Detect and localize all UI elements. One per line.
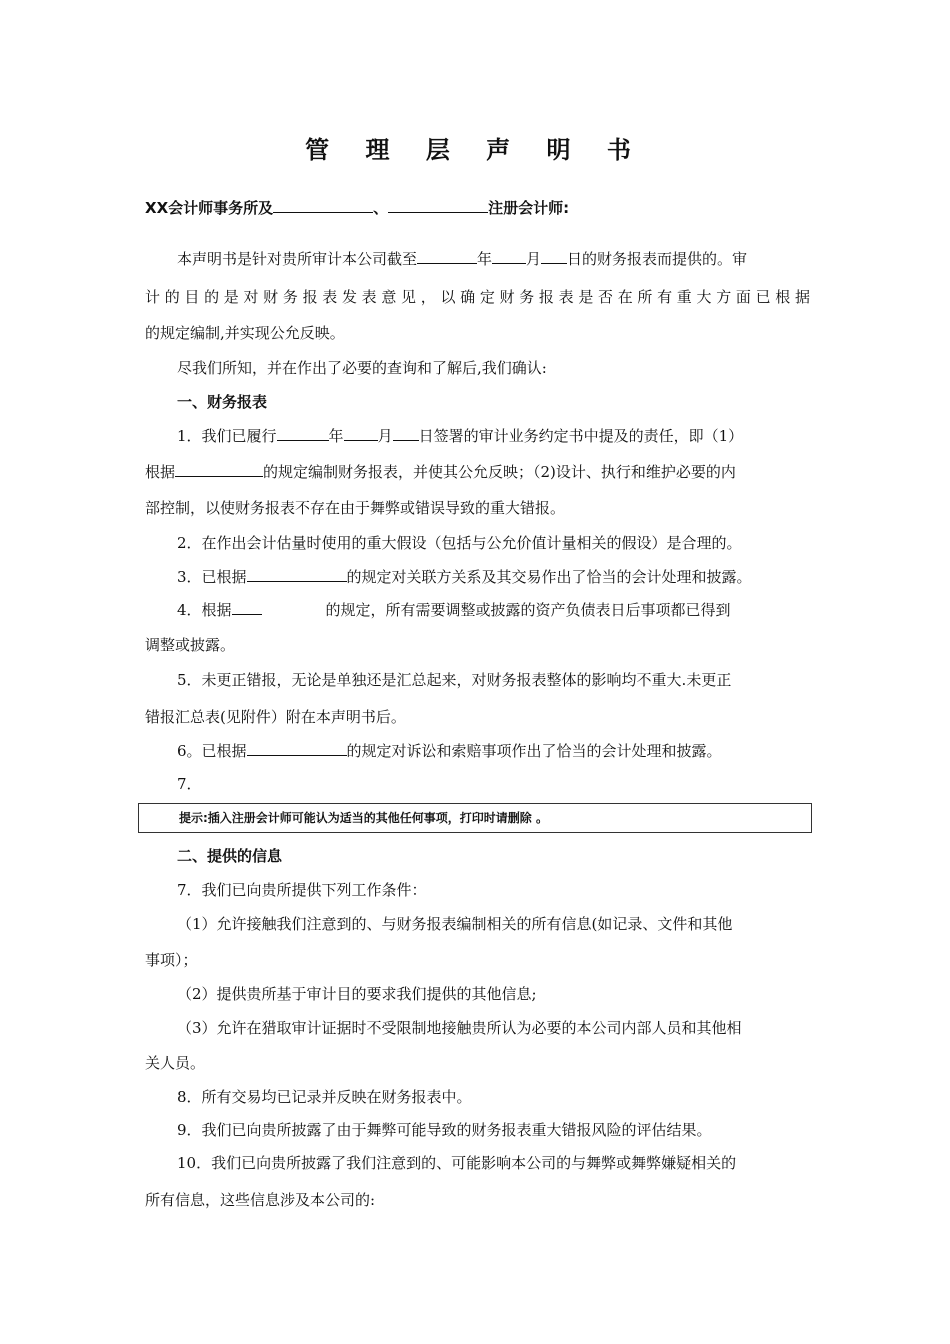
item-1-text: 1．我们已履行: [177, 427, 277, 445]
sub-item-2: （2）提供贵所基于审计目的要求我们提供的其他信息;: [177, 985, 537, 1003]
section-heading-information-provided: 二、提供的信息: [177, 847, 283, 865]
document-title: 管 理 层 声 明 书: [305, 136, 645, 164]
item-3: [145, 566, 842, 588]
blank-month: [492, 248, 526, 264]
section-heading-financial-statements: 一、财务报表: [177, 393, 268, 411]
intro-line-2: 计的目的是对财务报表发表意见，以确定财务报表是否在所有重大方面已根据: [145, 288, 810, 306]
blank-year: [277, 425, 329, 441]
item-9: 9．我们已向贵所披露了由于舞弊可能导致的财务报表重大错报风险的评估结果。: [177, 1121, 712, 1139]
item-1-line-2-text: 的规定编制财务报表，并使其公允反映；（2)设计、执行和维护必要的内: [263, 463, 736, 481]
item-3-text: 3．已根据: [177, 568, 247, 586]
intro-line-3: 的规定编制,并实现公允反映。: [145, 324, 345, 342]
addressee-cpa: 注册会计师:: [488, 199, 570, 217]
item-1-year-label: 年: [328, 427, 344, 445]
item-8: 8．所有交易均已记录并反映在财务报表中。: [177, 1088, 472, 1106]
intro-line-4: 尽我们所知，并在作出了必要的查询和了解后,我们确认:: [177, 359, 547, 377]
item-5-line-1: 5．未更正错报，无论是单独还是汇总起来，对财务报表整体的影响均不重大.未更正: [177, 671, 732, 689]
intro-month-label: 月: [526, 250, 542, 268]
blank-framework: [247, 566, 347, 582]
sub-item-1-line-2: 事项）；: [145, 951, 198, 969]
hint-box: 提示:插入注册会计师可能认为适当的其他任何事项，打印时请删除 。: [138, 803, 812, 833]
intro-text: 本声明书是针对贵所审计本公司截至: [177, 250, 418, 268]
item-2: 2．在作出会计估量时使用的重大假设（包括与公允价值计量相关的假设）是合理的。: [177, 534, 742, 552]
intro-text-end: 日的财务报表而提供的。审: [567, 250, 748, 268]
item-1-line-3: 部控制，以使财务报表不存在由于舞弊或错误导致的重大错报。: [145, 499, 566, 517]
addressee-line: [145, 197, 810, 219]
sub-item-3-line-1: （3）允许在猎取审计证据时不受限制地接触贵所认为必要的本公司内部人员和其他相: [177, 1019, 742, 1037]
item-6: [145, 740, 842, 762]
blank-framework: [247, 740, 347, 756]
item-10-line-1: 10．我们已向贵所披露了我们注意到的、可能影响本公司的与舞弊或舞弊嫌疑相关的: [177, 1154, 737, 1172]
blank-framework: [175, 461, 263, 477]
intro-line-1: [145, 248, 842, 270]
blank-month: [344, 425, 378, 441]
item-4-line-1: [145, 599, 842, 621]
blank-day: [393, 425, 419, 441]
sub-item-1-line-1: （1）允许接触我们注意到的、与财务报表编制相关的所有信息(如记录、文件和其他: [177, 915, 733, 933]
item-7: 7．我们已向贵所提供下列工作条件：: [177, 881, 427, 899]
sub-item-3-line-2: 关人员。: [145, 1054, 206, 1072]
addressee-firm: XX会计师事务所及: [145, 199, 274, 217]
intro-year-label: 年: [477, 250, 493, 268]
item-4-text-end: 的规定，所有需要调整或披露的资产负债表日后事项都已得到: [325, 601, 731, 619]
item-10-line-2: 所有信息，这些信息涉及本公司的:: [145, 1191, 376, 1209]
blank-year: [417, 248, 477, 264]
blank-cpa-name-1: [273, 197, 373, 213]
item-6-text: 6。已根据: [177, 742, 247, 760]
item-1-month-label: 月: [377, 427, 393, 445]
blank-day: [541, 248, 567, 264]
item-1-text-end: 日签署的审计业务约定书中提及的责任，即（1）: [418, 427, 744, 445]
item-4-line-2: 调整或披露。: [145, 636, 236, 654]
item-6-text-end: 的规定对诉讼和索赔事项作出了恰当的会计处理和披露。: [346, 742, 722, 760]
blank-framework: [232, 599, 262, 615]
item-7-number: 7．: [177, 775, 202, 793]
item-1-line-1: [145, 425, 842, 447]
blank-cpa-name-2: [388, 197, 488, 213]
item-1-line-2: [145, 461, 810, 483]
item-3-text-end: 的规定对关联方关系及其交易作出了恰当的会计处理和披露。: [346, 568, 752, 586]
addressee-separator: 、: [373, 199, 389, 217]
item-5-line-2: 错报汇总表(见附件）附在本声明书后。: [145, 708, 406, 726]
item-1-basis-label: 根据: [145, 463, 176, 481]
item-4-text: 4．根据: [177, 601, 232, 619]
